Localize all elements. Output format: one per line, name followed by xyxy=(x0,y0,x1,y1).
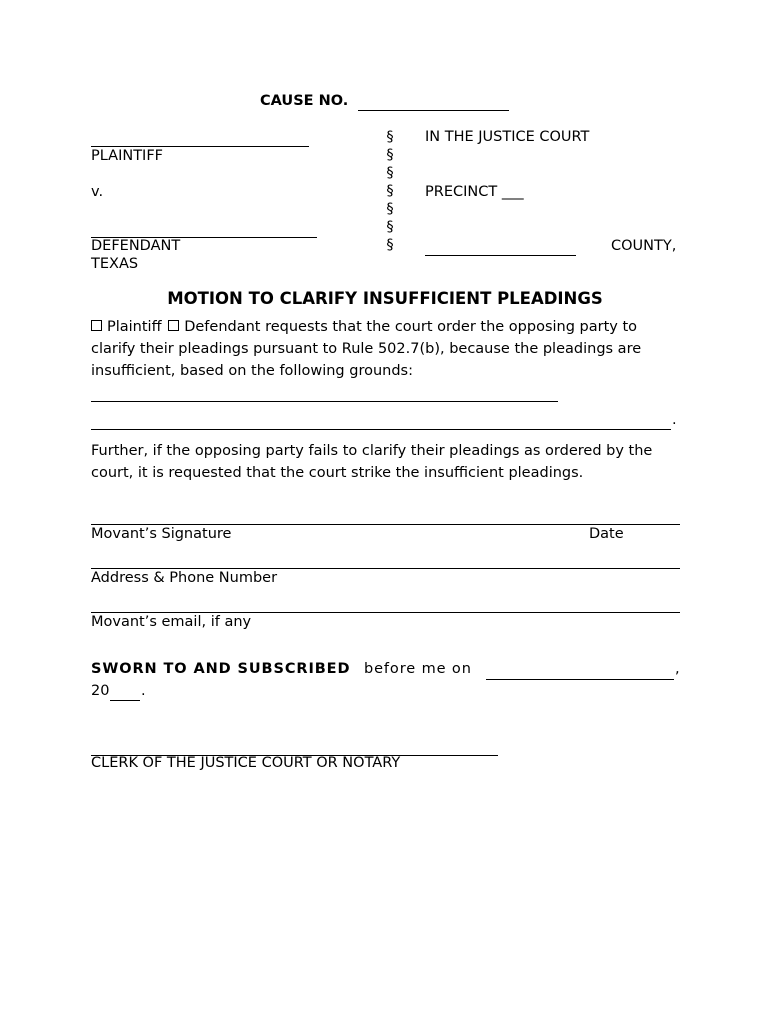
plaintiff-option-label: Plaintiff xyxy=(107,319,162,335)
court-label: IN THE JUSTICE COURT xyxy=(425,129,590,145)
movant-signature-label: Movant’s Signature xyxy=(91,526,232,542)
sworn-comma: , xyxy=(675,661,680,677)
state-label: TEXAS xyxy=(91,256,139,272)
section-symbol: § xyxy=(386,219,394,235)
year-field[interactable] xyxy=(110,686,140,701)
plaintiff-name-field[interactable] xyxy=(91,132,309,147)
grounds-line-1[interactable] xyxy=(91,387,558,402)
sworn-text: before me on xyxy=(364,661,472,677)
section-symbol: § xyxy=(386,165,394,181)
defendant-checkbox[interactable] xyxy=(168,320,179,331)
further-paragraph: Further, if the opposing party fails to clarify their pleadings as ordered by the court, it is requested that the court strike the insufficient pleadings. xyxy=(91,443,653,481)
section-symbol: § xyxy=(386,237,394,253)
precinct-label: PRECINCT ___ xyxy=(425,184,524,200)
grounds-end-period: . xyxy=(672,412,677,428)
plaintiff-label: PLAINTIFF xyxy=(91,148,164,164)
signature-line[interactable] xyxy=(91,510,680,525)
county-name-field[interactable] xyxy=(425,241,576,256)
address-label: Address & Phone Number xyxy=(91,570,278,586)
cause-number-label: CAUSE NO. xyxy=(260,93,349,109)
year-end-period: . xyxy=(141,683,146,699)
address-line[interactable] xyxy=(91,554,680,569)
year-prefix: 20 xyxy=(91,683,110,699)
defendant-option-label: Defendant xyxy=(184,319,261,335)
sworn-bold-text: SWORN TO AND SUBSCRIBED xyxy=(91,661,351,677)
sworn-date-field[interactable] xyxy=(486,665,674,680)
request-paragraph xyxy=(91,316,681,382)
defendant-name-field[interactable] xyxy=(91,223,317,238)
clerk-label: CLERK OF THE JUSTICE COURT OR NOTARY xyxy=(91,755,401,771)
section-symbol: § xyxy=(386,147,394,163)
email-label: Movant’s email, if any xyxy=(91,614,252,630)
document-title: MOTION TO CLARIFY INSUFFICIENT PLEADINGS xyxy=(167,289,603,308)
section-symbol: § xyxy=(386,201,394,217)
request-text: requests that the court order the opposing party to clarify their pleadings pursuant to Rule 502.7(b), because the pleadings are insufficient, based on the following grounds: xyxy=(91,319,642,379)
plaintiff-checkbox[interactable] xyxy=(91,320,102,331)
versus-label: v. xyxy=(91,184,104,200)
section-symbol: § xyxy=(386,129,394,145)
county-label: COUNTY, xyxy=(611,238,677,254)
cause-number-field[interactable] xyxy=(358,96,509,111)
clerk-signature-line[interactable] xyxy=(91,741,498,756)
defendant-label: DEFENDANT xyxy=(91,238,181,254)
email-line[interactable] xyxy=(91,598,680,613)
section-symbol: § xyxy=(386,183,394,199)
grounds-line-2[interactable] xyxy=(91,415,671,430)
date-label: Date xyxy=(589,526,624,542)
